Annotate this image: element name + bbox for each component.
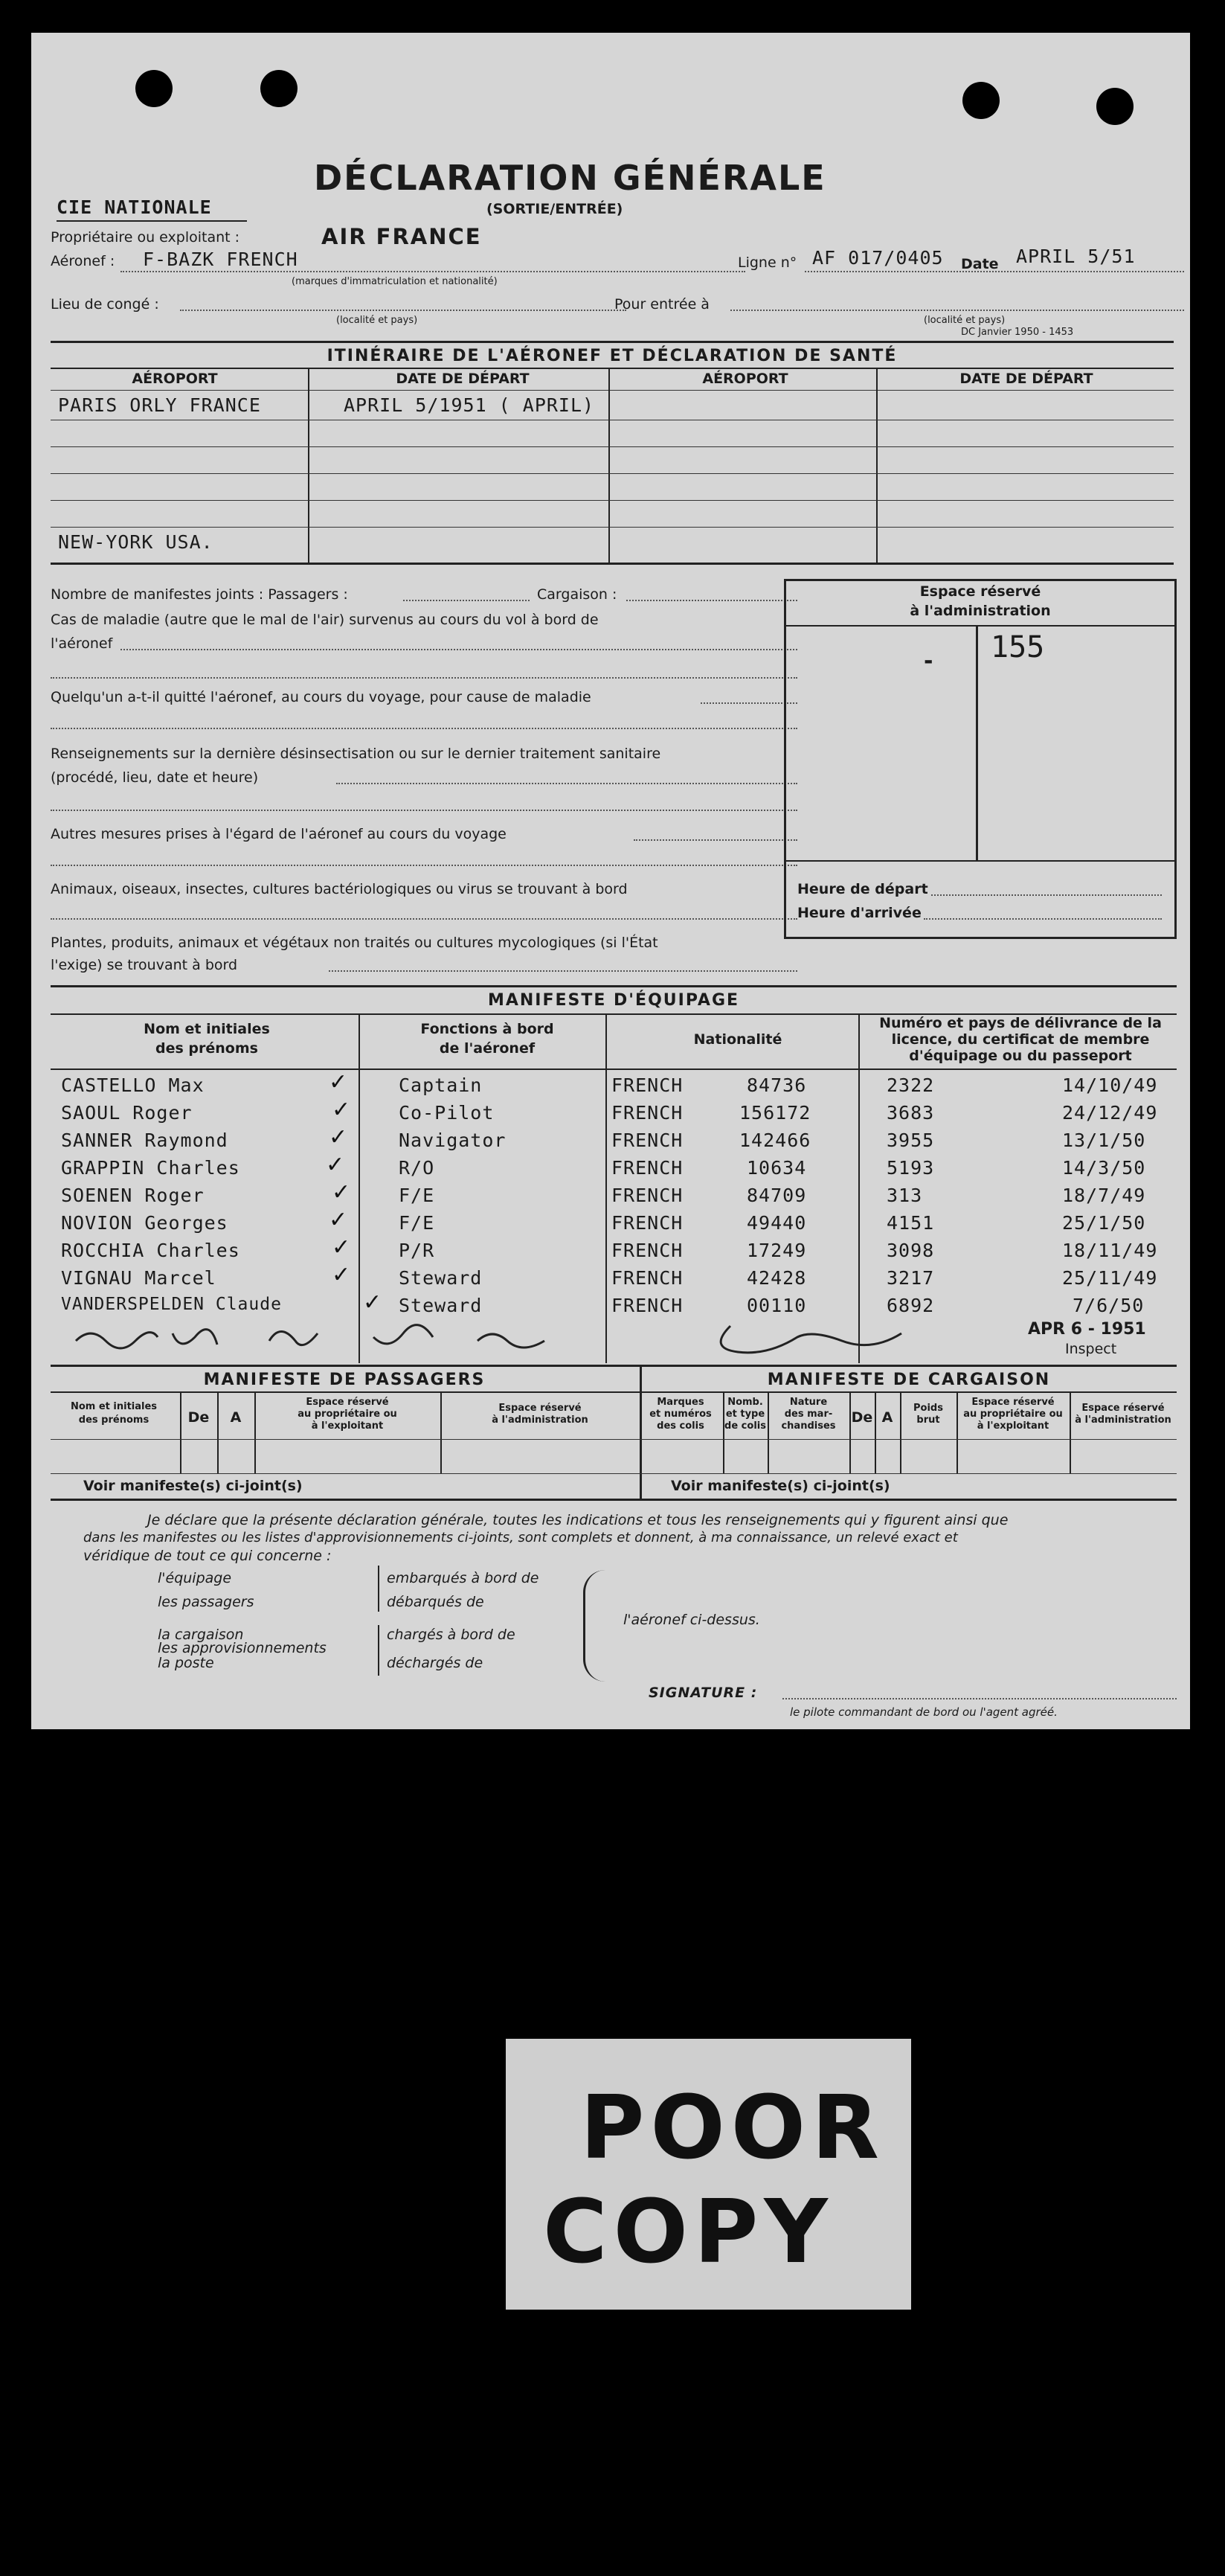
crew-header-license: Numéro et pays de délivrance de la: [879, 1015, 1162, 1031]
arrival-label: Pour entrée à: [614, 296, 710, 313]
table-row: [31, 1209, 1190, 1237]
cargo-header-nature: chandises: [781, 1420, 836, 1432]
col-rule: [180, 1391, 181, 1473]
unloaded-label: déchargés de: [387, 1655, 483, 1671]
manifest-count: Nombre de manifestes joints : Passagers :: [51, 586, 348, 603]
dotted-line: [120, 271, 745, 272]
crew-license: 5193: [887, 1157, 935, 1179]
flight-number: AF 017/0405: [812, 247, 944, 269]
crew-id: 10634: [747, 1157, 807, 1179]
cargo-header-weight: Poids: [913, 1403, 943, 1414]
crew-id: 84736: [747, 1074, 807, 1096]
crew-header-license: licence, du certificat de membre: [891, 1031, 1150, 1048]
dotted-line: [701, 702, 797, 704]
rule: [51, 1391, 1177, 1393]
inspection-stamp-sub: Inspect: [1065, 1341, 1117, 1357]
crew-nationality: FRENCH: [611, 1185, 684, 1206]
crew-nationality: FRENCH: [611, 1267, 684, 1289]
crew-name: GRAPPIN Charles: [61, 1157, 240, 1179]
brace: [378, 1625, 379, 1676]
crew-id: 17249: [747, 1240, 807, 1261]
rule: [51, 473, 1174, 474]
crew-function: Navigator: [399, 1130, 507, 1151]
crew-name: SAOUL Roger: [61, 1102, 193, 1124]
check-mark: ✓: [332, 1179, 351, 1205]
dotted-line: [634, 839, 797, 841]
underline: [57, 220, 247, 222]
passenger-header-name: Nom et initiales: [70, 1401, 158, 1412]
cargo-header-marks: Marques: [657, 1397, 704, 1408]
dotted-line: [51, 810, 797, 811]
crew-function: Co-Pilot: [399, 1102, 495, 1124]
punch-hole: [962, 82, 1000, 119]
cargo-header-marks: des colis: [657, 1420, 704, 1432]
loaded-label: chargés à bord de: [387, 1627, 515, 1643]
operator-value: AIR FRANCE: [321, 224, 482, 249]
dotted-line: [51, 865, 797, 866]
inspection-stamp: APR 6 - 1951: [1028, 1320, 1146, 1339]
rule: [51, 1499, 1177, 1501]
dotted-line: [336, 783, 797, 784]
crew-license-date: 18/7/49: [1062, 1185, 1146, 1206]
admin-dash: -: [924, 648, 933, 674]
table-row: [31, 1234, 1190, 1264]
rule: [51, 390, 1174, 391]
crew-license-date: 25/1/50: [1062, 1212, 1146, 1234]
rule: [785, 625, 1175, 627]
crew-name: NOVION Georges: [61, 1212, 228, 1234]
cargo-header-admin: à l'administration: [1075, 1414, 1171, 1426]
signature-line: [782, 1698, 1177, 1699]
crew-function: Captain: [399, 1074, 483, 1096]
poor-copy-stamp: [506, 2039, 911, 2310]
rule: [51, 563, 1174, 565]
check-mark: ✓: [329, 1207, 348, 1233]
cargo-header-count: et type: [725, 1409, 765, 1420]
crew-id: 84709: [747, 1185, 807, 1206]
cargo-header-admin: Espace réservé: [1081, 1403, 1165, 1414]
table-row: [31, 1289, 1190, 1319]
passenger-header-name: des prénoms: [78, 1414, 149, 1426]
crew-id: 49440: [747, 1212, 807, 1234]
declaration-item: la cargaison: [158, 1627, 244, 1643]
col-rule: [976, 625, 978, 860]
cargo-count: Cargaison :: [537, 586, 617, 603]
signature-note: le pilote commandant de bord ou l'agent agréé.: [790, 1705, 1058, 1719]
itinerary-final-airport: NEW-YORK USA.: [58, 531, 213, 553]
form-title: DÉCLARATION GÉNÉRALE: [314, 158, 826, 198]
cargo-header-owner: au propriétaire ou: [963, 1409, 1063, 1420]
table-row: [31, 1099, 1190, 1127]
cargo-header-to: A: [881, 1409, 893, 1426]
declaration-text: dans les manifestes ou les listes d'approvisionnements ci-joints, sont complets et donnent, à ma connaissance, un relevé exact et: [83, 1530, 958, 1545]
handwritten-signatures: [61, 1319, 1028, 1363]
aircraft-reference: l'aéronef ci-dessus.: [623, 1612, 760, 1628]
crew-license-date: 13/1/50: [1062, 1130, 1146, 1151]
itinerary-header: AÉROPORT: [702, 371, 788, 387]
table-row: [31, 1154, 1190, 1182]
dotted-line: [329, 970, 797, 972]
table-row: [31, 1071, 1190, 1099]
cargo-manifest-title: MANIFESTE DE CARGAISON: [767, 1371, 1051, 1389]
illness-text: l'aéronef: [51, 635, 113, 652]
flight-label: Ligne n°: [738, 254, 797, 271]
crew-manifest-title: MANIFESTE D'ÉQUIPAGE: [487, 991, 740, 1010]
declaration-form: [31, 33, 1190, 1729]
rule: [785, 860, 1175, 862]
dotted-line: [51, 677, 797, 679]
rule: [51, 368, 1174, 369]
dotted-line: [931, 894, 1162, 896]
crew-header-nationality: Nationalité: [693, 1031, 782, 1048]
check-mark: ✓: [332, 1262, 351, 1288]
dotted-line: [403, 600, 530, 601]
arrival-time-label: Heure d'arrivée: [797, 905, 922, 921]
col-rule: [640, 1365, 642, 1499]
crew-license-date: 24/12/49: [1062, 1102, 1158, 1124]
crew-name: ROCCHIA Charles: [61, 1240, 240, 1261]
disinfection-text: (procédé, lieu, date et heure): [51, 769, 259, 786]
check-mark: ✓: [332, 1234, 351, 1260]
poor-copy-line: COPY: [543, 2180, 834, 2283]
crew-function: Steward: [399, 1295, 483, 1316]
admin-box-title: Espace réservé: [919, 583, 1041, 600]
itinerary-header: DATE DE DÉPART: [959, 371, 1093, 387]
crew-id: 142466: [739, 1130, 811, 1151]
crew-name: VIGNAU Marcel: [61, 1267, 216, 1289]
rule: [51, 1439, 1177, 1440]
crew-name: SANNER Raymond: [61, 1130, 228, 1151]
departure-time-label: Heure de départ: [797, 881, 928, 897]
crew-license: 6892: [887, 1295, 935, 1316]
itinerary-date: APRIL 5/1951 ( APRIL): [344, 394, 595, 416]
col-rule: [875, 1391, 876, 1473]
rule: [51, 446, 1174, 447]
plants-text: Plantes, produits, animaux et végétaux non traités ou cultures mycologiques (si l'État: [51, 935, 658, 951]
place-note: (localité et pays): [924, 315, 1006, 326]
admin-box-title: à l'administration: [910, 603, 1051, 619]
crew-nationality: FRENCH: [611, 1157, 684, 1179]
aircraft-label: Aéronef :: [51, 253, 115, 269]
crew-header-name: Nom et initiales: [144, 1021, 270, 1037]
crew-function: F/E: [399, 1185, 435, 1206]
cargo-header-count: de colis: [724, 1420, 766, 1432]
disembarked-label: débarqués de: [387, 1594, 484, 1610]
itinerary-header: AÉROPORT: [132, 371, 218, 387]
crew-function: P/R: [399, 1240, 435, 1261]
col-rule: [308, 368, 309, 563]
rule: [51, 527, 1174, 528]
aircraft-value: F-BAZK FRENCH: [143, 249, 298, 270]
place-note: (localité et pays): [336, 315, 418, 326]
crew-license-date: 14/10/49: [1062, 1074, 1158, 1096]
dotted-line: [805, 271, 1184, 272]
cargo-header-from: De: [851, 1409, 873, 1426]
col-rule: [876, 368, 878, 563]
crew-function: Steward: [399, 1267, 483, 1289]
rule: [51, 985, 1177, 987]
left-aircraft-text: Quelqu'un a-t-il quitté l'aéronef, au cours du voyage, pour cause de maladie: [51, 689, 591, 705]
passenger-header-to: A: [230, 1409, 242, 1426]
dotted-line: [626, 600, 797, 601]
declaration-item: l'équipage: [158, 1570, 232, 1586]
declaration-item: les passagers: [158, 1594, 254, 1610]
passenger-header-admin: Espace réservé: [498, 1403, 582, 1414]
embarked-label: embarqués à bord de: [387, 1570, 539, 1586]
check-mark: ✓: [326, 1152, 345, 1178]
rule: [51, 1068, 1177, 1070]
crew-name: SOENEN Roger: [61, 1185, 205, 1206]
brace: [583, 1570, 605, 1682]
check-mark: ✓: [329, 1069, 348, 1095]
table-row: [31, 1179, 1190, 1209]
dotted-line: [51, 918, 797, 920]
declaration-text: Je déclare que la présente déclaration générale, toutes les indications et tous les renseignements qui y figurent ainsi que: [147, 1512, 1009, 1528]
operator-label: Propriétaire ou exploitant :: [51, 229, 240, 246]
passenger-header-owner: Espace réservé: [306, 1397, 389, 1408]
form-reference: DC Janvier 1950 - 1453: [961, 327, 1074, 338]
crew-nationality: FRENCH: [611, 1130, 684, 1151]
cargo-header-weight: brut: [916, 1414, 940, 1426]
crew-license-date: 18/11/49: [1062, 1240, 1158, 1261]
rule: [51, 500, 1174, 501]
animals-text: Animaux, oiseaux, insectes, cultures bactériologiques ou virus se trouvant à bord: [51, 881, 628, 897]
cargo-header-owner: à l'exploitant: [977, 1420, 1049, 1432]
crew-header-function: Fonctions à bord: [420, 1021, 554, 1037]
admin-number: 155: [991, 630, 1045, 664]
date-label: Date: [961, 256, 999, 272]
crew-nationality: FRENCH: [611, 1295, 684, 1316]
rule: [51, 1473, 1177, 1474]
passenger-header-from: De: [187, 1409, 210, 1426]
disinfection-text: Renseignements sur la dernière désinsectisation ou sur le dernier traitement sanitaire: [51, 746, 661, 762]
cargo-header-marks: et numéros: [649, 1409, 712, 1420]
dotted-line: [924, 918, 1162, 920]
crew-license-date: 7/6/50: [1073, 1295, 1145, 1316]
punch-hole: [135, 70, 173, 107]
dotted-line: [120, 649, 797, 650]
crew-header-license: d'équipage ou du passeport: [909, 1048, 1132, 1064]
crew-name: CASTELLO Max: [61, 1074, 205, 1096]
cargo-header-nature: Nature: [789, 1397, 828, 1408]
itinerary-header: DATE DE DÉPART: [396, 371, 530, 387]
crew-nationality: FRENCH: [611, 1212, 684, 1234]
measures-text: Autres mesures prises à l'égard de l'aéronef au cours du voyage: [51, 826, 507, 842]
aircraft-note: (marques d'immatriculation et nationalité): [292, 276, 498, 287]
form-subtitle: (SORTIE/ENTRÉE): [486, 201, 623, 217]
crew-id: 00110: [747, 1295, 807, 1316]
plants-text: l'exige) se trouvant à bord: [51, 957, 238, 973]
rule: [51, 1365, 1177, 1367]
crew-license: 2322: [887, 1074, 935, 1096]
dotted-line: [180, 310, 626, 311]
crew-id: 156172: [739, 1102, 811, 1124]
col-rule: [849, 1391, 851, 1473]
dotted-line: [51, 728, 797, 729]
rule: [51, 341, 1174, 343]
crew-license: 3098: [887, 1240, 935, 1261]
check-mark: ✓: [332, 1097, 351, 1123]
crew-name: VANDERSPELDEN Claude: [61, 1295, 282, 1314]
table-row: [31, 1264, 1190, 1292]
crew-license-date: 25/11/49: [1062, 1267, 1158, 1289]
crew-license: 4151: [887, 1212, 935, 1234]
signature-label: SIGNATURE :: [649, 1685, 758, 1701]
crew-header-function: de l'aéronef: [439, 1040, 536, 1057]
crew-nationality: FRENCH: [611, 1240, 684, 1261]
declaration-item: les approvisionnements: [158, 1640, 327, 1656]
declaration-item: la poste: [158, 1655, 214, 1671]
passenger-header-owner: au propriétaire ou: [298, 1409, 397, 1420]
brace: [378, 1566, 379, 1612]
check-mark: ✓: [329, 1124, 348, 1150]
cargo-header-count: Nomb.: [727, 1397, 763, 1408]
declaration-text: véridique de tout ce qui concerne :: [83, 1548, 332, 1564]
crew-license: 3683: [887, 1102, 935, 1124]
date-value: APRIL 5/51: [1016, 246, 1136, 267]
cargo-header-owner: Espace réservé: [971, 1397, 1055, 1408]
punch-hole: [1096, 88, 1134, 125]
dotted-line: [730, 310, 1184, 311]
itinerary-title: ITINÉRAIRE DE L'AÉRONEF ET DÉCLARATION DE SANTÉ: [327, 347, 898, 365]
table-row: [31, 1124, 1190, 1154]
crew-function: R/O: [399, 1157, 435, 1179]
crew-nationality: FRENCH: [611, 1074, 684, 1096]
company-name: CIE NATIONALE: [57, 196, 212, 218]
check-mark: ✓: [363, 1289, 382, 1316]
crew-license-date: 14/3/50: [1062, 1157, 1146, 1179]
itinerary-airport: PARIS ORLY FRANCE: [58, 394, 261, 416]
passenger-header-owner: à l'exploitant: [311, 1420, 384, 1432]
col-rule: [608, 368, 610, 563]
crew-header-name: des prénoms: [155, 1040, 258, 1057]
col-rule: [217, 1391, 219, 1473]
passenger-see-attached: Voir manifeste(s) ci-joint(s): [83, 1478, 303, 1494]
crew-license: 3955: [887, 1130, 935, 1151]
passenger-header-admin: à l'administration: [492, 1414, 588, 1426]
crew-id: 42428: [747, 1267, 807, 1289]
departure-label: Lieu de congé :: [51, 296, 159, 313]
illness-text: Cas de maladie (autre que le mal de l'air) survenus au cours du vol à bord de: [51, 612, 599, 628]
punch-hole: [260, 70, 298, 107]
poor-copy-line: POOR: [580, 2076, 885, 2179]
crew-nationality: FRENCH: [611, 1102, 684, 1124]
crew-license: 3217: [887, 1267, 935, 1289]
cargo-header-nature: des mar-: [784, 1409, 833, 1420]
crew-function: F/E: [399, 1212, 435, 1234]
passenger-manifest-title: MANIFESTE DE PASSAGERS: [203, 1371, 486, 1389]
crew-license: 313: [887, 1185, 923, 1206]
cargo-see-attached: Voir manifeste(s) ci-joint(s): [671, 1478, 890, 1494]
